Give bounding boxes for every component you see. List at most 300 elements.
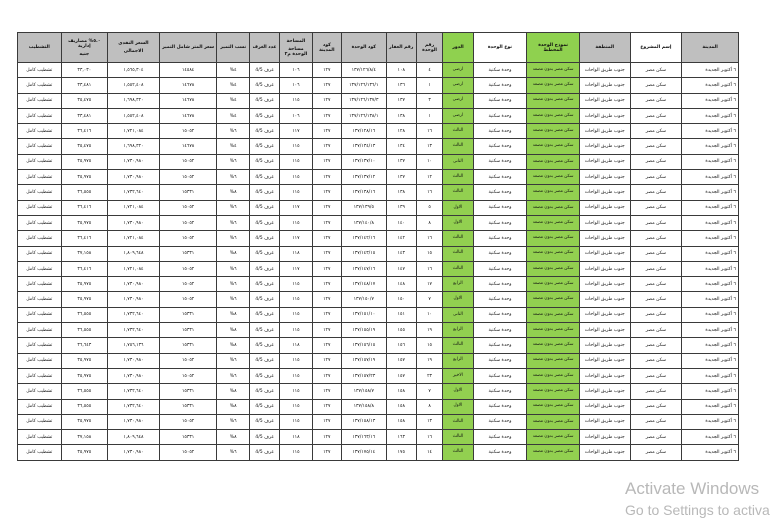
cell-finishing[interactable]: تشطيب كامل — [18, 108, 62, 123]
cell-unit-model[interactable]: سكن مصر بدون مصعد — [527, 430, 580, 445]
cell-unit-model[interactable]: سكن مصر بدون مصعد — [527, 139, 580, 154]
cell-unit-model[interactable]: سكن مصر بدون مصعد — [527, 215, 580, 230]
cell-unit-type[interactable]: وحدة سكنية — [473, 323, 527, 338]
cell-building-no[interactable]: ١٤٢ — [386, 231, 416, 246]
cell-unit-model[interactable]: سكن مصر بدون مصعد — [527, 108, 580, 123]
cell-city[interactable]: ٦ أكتوبر الجديدة — [682, 399, 739, 414]
cell-city[interactable]: ٦ أكتوبر الجديدة — [682, 338, 739, 353]
cell-maintenance[interactable]: ٣٣,٠٣٠ — [61, 63, 108, 78]
cell-city-code[interactable]: ١٢٧ — [312, 399, 341, 414]
cell-project[interactable]: سكن مصر — [630, 399, 682, 414]
cell-meter-price[interactable]: ١٥٠٥٢ — [159, 414, 217, 429]
cell-unit-type[interactable]: وحدة سكنية — [473, 338, 527, 353]
cell-cash-price[interactable]: ١,٧٣٠,٩٨٠ — [108, 215, 160, 230]
cell-finishing[interactable]: تشطيب كامل — [18, 154, 62, 169]
cell-city-code[interactable]: ١٢٧ — [312, 200, 341, 215]
cell-cash-price[interactable]: ١,٧٣٠,٩٨٠ — [108, 170, 160, 185]
cell-unit-type[interactable]: وحدة سكنية — [473, 399, 527, 414]
cell-unit-code[interactable]: ١٣٧/١٢٦/٨/٤ — [341, 63, 386, 78]
cell-finishing[interactable]: تشطيب كامل — [18, 277, 62, 292]
cell-finishing[interactable]: تشطيب كامل — [18, 307, 62, 322]
cell-rooms[interactable]: 4/5 غرف — [249, 78, 279, 93]
cell-premium[interactable]: %٦ — [217, 231, 249, 246]
cell-floor[interactable]: الثالث — [443, 445, 473, 460]
cell-city[interactable]: ٦ أكتوبر الجديدة — [682, 430, 739, 445]
cell-building-no[interactable]: ١٣٩ — [386, 200, 416, 215]
cell-region[interactable]: جنوب طريق الواحات — [579, 215, 630, 230]
cell-unit-model[interactable]: سكن مصر بدون مصعد — [527, 307, 580, 322]
cell-floor[interactable]: الرابع — [443, 353, 473, 368]
cell-cash-price[interactable]: ١,٨٠٩,٦٤٨ — [108, 246, 160, 261]
cell-building-no[interactable]: ١٤٧ — [386, 261, 416, 276]
cell-city-code[interactable]: ١٢٧ — [312, 246, 341, 261]
cell-rooms[interactable]: 4/5 غرف — [249, 215, 279, 230]
cell-project[interactable]: سكن مصر — [630, 292, 682, 307]
cell-cash-price[interactable]: ١,٧٣٠,٩٨٠ — [108, 292, 160, 307]
cell-building-no[interactable]: ١٥٧ — [386, 368, 416, 383]
cell-maintenance[interactable]: ٣٧,١٥٨ — [61, 430, 108, 445]
cell-unit-code[interactable]: ١٣٧/١٥٨/١٣ — [341, 414, 386, 429]
cell-unit-model[interactable]: سكن مصر بدون مصعد — [527, 170, 580, 185]
cell-city-code[interactable]: ١٢٧ — [312, 277, 341, 292]
cell-meter-price[interactable]: ١٥٠٥٢ — [159, 261, 217, 276]
cell-city-code[interactable]: ١٢٧ — [312, 108, 341, 123]
cell-city-code[interactable]: ١٢٧ — [312, 93, 341, 108]
cell-finishing[interactable]: تشطيب كامل — [18, 292, 62, 307]
cell-premium[interactable]: %٦ — [217, 215, 249, 230]
cell-unit-code[interactable]: ١٣٧/١٢٨/١٦ — [341, 124, 386, 139]
cell-city-code[interactable]: ١٢٧ — [312, 139, 341, 154]
cell-unit-type[interactable]: وحدة سكنية — [473, 154, 527, 169]
cell-meter-price[interactable]: ١٥٠٥٢ — [159, 154, 217, 169]
cell-maintenance[interactable]: ٣٥,٤٧٥ — [61, 139, 108, 154]
cell-area[interactable]: ١١٥ — [280, 277, 312, 292]
cell-region[interactable]: جنوب طريق الواحات — [579, 368, 630, 383]
cell-rooms[interactable]: 4/5 غرف — [249, 323, 279, 338]
cell-area[interactable]: ١١٧ — [280, 200, 312, 215]
cell-area[interactable]: ١١٧ — [280, 231, 312, 246]
cell-cash-price[interactable]: ١,٧٣٠,٩٨٠ — [108, 353, 160, 368]
cell-maintenance[interactable]: ٣٥,٩٧٥ — [61, 292, 108, 307]
cell-unit-no[interactable]: ١٠ — [416, 307, 442, 322]
cell-meter-price[interactable]: ١٤٦٧٨ — [159, 78, 217, 93]
cell-building-no[interactable]: ١٥٠ — [386, 292, 416, 307]
cell-cash-price[interactable]: ١,٧٣٢,٦٤٠ — [108, 307, 160, 322]
cell-project[interactable]: سكن مصر — [630, 200, 682, 215]
cell-unit-code[interactable]: ١٣٧/١٤٣/١٥ — [341, 246, 386, 261]
cell-premium[interactable]: %٨ — [217, 384, 249, 399]
cell-building-no[interactable]: ١٥٦ — [386, 338, 416, 353]
cell-building-no[interactable]: ١٥٥ — [386, 323, 416, 338]
cell-unit-no[interactable]: ١٥ — [416, 338, 442, 353]
cell-unit-model[interactable]: سكن مصر بدون مصعد — [527, 323, 580, 338]
cell-city-code[interactable]: ١٢٧ — [312, 124, 341, 139]
cell-unit-type[interactable]: وحدة سكنية — [473, 124, 527, 139]
cell-maintenance[interactable]: ٣٦,٥٥٥ — [61, 185, 108, 200]
cell-floor[interactable]: الثالث — [443, 231, 473, 246]
cell-area[interactable]: ١٠٦ — [280, 108, 312, 123]
cell-unit-model[interactable]: سكن مصر بدون مصعد — [527, 368, 580, 383]
cell-cash-price[interactable]: ١,٧٣٢,٦٤٠ — [108, 399, 160, 414]
cell-maintenance[interactable]: ٣٦,٥٥٥ — [61, 307, 108, 322]
cell-unit-no[interactable]: ١٦ — [416, 185, 442, 200]
cell-cash-price[interactable]: ١,٧٢١,٠٨٤ — [108, 261, 160, 276]
cell-unit-code[interactable]: ١٣٧/١٥٥/١٩ — [341, 323, 386, 338]
cell-premium[interactable]: %٨ — [217, 307, 249, 322]
cell-unit-code[interactable]: ١٣٧/١٣٨/١٦ — [341, 185, 386, 200]
cell-unit-type[interactable]: وحدة سكنية — [473, 93, 527, 108]
cell-unit-model[interactable]: سكن مصر بدون مصعد — [527, 384, 580, 399]
cell-region[interactable]: جنوب طريق الواحات — [579, 124, 630, 139]
cell-maintenance[interactable]: ٣٥,٩٧٥ — [61, 368, 108, 383]
cell-unit-code[interactable]: ١٣٧/١٥٧/١٩ — [341, 353, 386, 368]
cell-floor[interactable]: الاول — [443, 384, 473, 399]
cell-maintenance[interactable]: ٣٦,٥٥٥ — [61, 384, 108, 399]
cell-cash-price[interactable]: ١,٧٣٠,٩٨٠ — [108, 368, 160, 383]
cell-finishing[interactable]: تشطيب كامل — [18, 261, 62, 276]
cell-unit-type[interactable]: وحدة سكنية — [473, 445, 527, 460]
cell-maintenance[interactable]: ٣٧,١٥٨ — [61, 246, 108, 261]
cell-unit-type[interactable]: وحدة سكنية — [473, 353, 527, 368]
cell-premium[interactable]: %٦ — [217, 445, 249, 460]
cell-meter-price[interactable]: ١٤٦٧٨ — [159, 93, 217, 108]
cell-unit-type[interactable]: وحدة سكنية — [473, 63, 527, 78]
cell-rooms[interactable]: 4/5 غرف — [249, 170, 279, 185]
cell-maintenance[interactable]: ٣٦,٤١٦ — [61, 200, 108, 215]
cell-floor[interactable]: الثالث — [443, 124, 473, 139]
cell-unit-type[interactable]: وحدة سكنية — [473, 215, 527, 230]
cell-region[interactable]: جنوب طريق الواحات — [579, 430, 630, 445]
cell-building-no[interactable]: ١٢٨ — [386, 124, 416, 139]
cell-city-code[interactable]: ١٢٧ — [312, 414, 341, 429]
cell-unit-model[interactable]: سكن مصر بدون مصعد — [527, 261, 580, 276]
cell-city-code[interactable]: ١٢٧ — [312, 323, 341, 338]
cell-cash-price[interactable]: ١,٥٦٥,٣٠٤ — [108, 63, 160, 78]
cell-building-no[interactable]: ١٣٦ — [386, 78, 416, 93]
cell-project[interactable]: سكن مصر — [630, 323, 682, 338]
cell-premium[interactable]: %٦ — [217, 353, 249, 368]
cell-city[interactable]: ٦ أكتوبر الجديدة — [682, 63, 739, 78]
cell-maintenance[interactable]: ٣٦,٥٥٥ — [61, 399, 108, 414]
cell-region[interactable]: جنوب طريق الواحات — [579, 108, 630, 123]
cell-unit-type[interactable]: وحدة سكنية — [473, 78, 527, 93]
cell-area[interactable]: ١١٧ — [280, 261, 312, 276]
cell-unit-code[interactable]: ١٣٧/١٤٢/١٦ — [341, 231, 386, 246]
cell-rooms[interactable]: 4/5 غرف — [249, 399, 279, 414]
cell-unit-no[interactable]: ١٠ — [416, 154, 442, 169]
cell-unit-model[interactable]: سكن مصر بدون مصعد — [527, 78, 580, 93]
cell-building-no[interactable]: ١٣٧ — [386, 170, 416, 185]
cell-unit-no[interactable]: ١٣ — [416, 414, 442, 429]
cell-cash-price[interactable]: ١,٧٣٢,٦٤٠ — [108, 185, 160, 200]
cell-unit-code[interactable]: ١٣٧/١٥٨/٧ — [341, 384, 386, 399]
cell-city[interactable]: ٦ أكتوبر الجديدة — [682, 185, 739, 200]
cell-city[interactable]: ٦ أكتوبر الجديدة — [682, 261, 739, 276]
cell-building-no[interactable]: ١٣٨ — [386, 185, 416, 200]
cell-building-no[interactable]: ١٤٣ — [386, 246, 416, 261]
cell-unit-model[interactable]: سكن مصر بدون مصعد — [527, 231, 580, 246]
cell-unit-code[interactable]: ١٣٧/١٣٧/١٠ — [341, 154, 386, 169]
cell-city-code[interactable]: ١٢٧ — [312, 154, 341, 169]
cell-city[interactable]: ٦ أكتوبر الجديدة — [682, 78, 739, 93]
cell-maintenance[interactable]: ٣٣,٤٨١ — [61, 108, 108, 123]
cell-building-no[interactable]: ١٣٨ — [386, 108, 416, 123]
cell-region[interactable]: جنوب طريق الواحات — [579, 200, 630, 215]
cell-project[interactable]: سكن مصر — [630, 430, 682, 445]
cell-unit-type[interactable]: وحدة سكنية — [473, 261, 527, 276]
cell-floor[interactable]: ارضى — [443, 93, 473, 108]
cell-building-no[interactable]: ١٥٧ — [386, 353, 416, 368]
cell-unit-code[interactable]: ١٣٧/١٤٠/٨ — [341, 215, 386, 230]
cell-unit-code[interactable]: ١٣٧/١٧٥/١٤ — [341, 445, 386, 460]
cell-unit-no[interactable]: ٣ — [416, 93, 442, 108]
cell-meter-price[interactable]: ١٥٠٥٢ — [159, 277, 217, 292]
cell-floor[interactable]: الثالث — [443, 261, 473, 276]
cell-rooms[interactable]: 4/5 غرف — [249, 93, 279, 108]
cell-unit-type[interactable]: وحدة سكنية — [473, 368, 527, 383]
cell-cash-price[interactable]: ١,٧٣٢,٦٤٠ — [108, 323, 160, 338]
cell-floor[interactable]: الثالث — [443, 246, 473, 261]
cell-unit-type[interactable]: وحدة سكنية — [473, 185, 527, 200]
cell-project[interactable]: سكن مصر — [630, 261, 682, 276]
cell-region[interactable]: جنوب طريق الواحات — [579, 154, 630, 169]
cell-meter-price[interactable]: ١٥٠٥٢ — [159, 368, 217, 383]
cell-meter-price[interactable]: ١٤٦٧٨ — [159, 139, 217, 154]
cell-unit-type[interactable]: وحدة سكنية — [473, 430, 527, 445]
cell-unit-no[interactable]: ١٦ — [416, 124, 442, 139]
cell-city[interactable]: ٦ أكتوبر الجديدة — [682, 384, 739, 399]
cell-premium[interactable]: %٦ — [217, 368, 249, 383]
cell-rooms[interactable]: 4/5 غرف — [249, 108, 279, 123]
cell-city[interactable]: ٦ أكتوبر الجديدة — [682, 108, 739, 123]
cell-project[interactable]: سكن مصر — [630, 231, 682, 246]
cell-city-code[interactable]: ١٢٧ — [312, 384, 341, 399]
cell-unit-code[interactable]: ١٣٧/١٥٦/١٥ — [341, 338, 386, 353]
cell-region[interactable]: جنوب طريق الواحات — [579, 185, 630, 200]
cell-city-code[interactable]: ١٢٧ — [312, 292, 341, 307]
cell-unit-model[interactable]: سكن مصر بدون مصعد — [527, 277, 580, 292]
cell-floor[interactable]: الثانى — [443, 307, 473, 322]
cell-unit-no[interactable]: ١ — [416, 78, 442, 93]
cell-rooms[interactable]: 4/5 غرف — [249, 338, 279, 353]
cell-rooms[interactable]: 4/5 غرف — [249, 307, 279, 322]
cell-cash-price[interactable]: ١,٦٩٨,٣٢٠ — [108, 93, 160, 108]
cell-maintenance[interactable]: ٣٥,٩٧٥ — [61, 277, 108, 292]
cell-finishing[interactable]: تشطيب كامل — [18, 139, 62, 154]
cell-region[interactable]: جنوب طريق الواحات — [579, 93, 630, 108]
cell-city-code[interactable]: ١٢٧ — [312, 261, 341, 276]
cell-unit-model[interactable]: سكن مصر بدون مصعد — [527, 353, 580, 368]
cell-city[interactable]: ٦ أكتوبر الجديدة — [682, 277, 739, 292]
cell-unit-no[interactable]: ١٦ — [416, 231, 442, 246]
cell-city-code[interactable]: ١٢٧ — [312, 185, 341, 200]
cell-area[interactable]: ١١٥ — [280, 292, 312, 307]
cell-finishing[interactable]: تشطيب كامل — [18, 78, 62, 93]
cell-region[interactable]: جنوب طريق الواحات — [579, 399, 630, 414]
cell-floor[interactable]: الرابع — [443, 323, 473, 338]
cell-finishing[interactable]: تشطيب كامل — [18, 185, 62, 200]
cell-region[interactable]: جنوب طريق الواحات — [579, 323, 630, 338]
cell-meter-price[interactable]: ١٥٠٥٢ — [159, 124, 217, 139]
cell-rooms[interactable]: 4/5 غرف — [249, 277, 279, 292]
cell-floor[interactable]: ارضى — [443, 78, 473, 93]
cell-city[interactable]: ٦ أكتوبر الجديدة — [682, 445, 739, 460]
cell-building-no[interactable]: ١٥٨ — [386, 414, 416, 429]
cell-meter-price[interactable]: ١٥٠٥٢ — [159, 170, 217, 185]
cell-unit-type[interactable]: وحدة سكنية — [473, 108, 527, 123]
cell-city-code[interactable]: ١٢٧ — [312, 430, 341, 445]
cell-unit-model[interactable]: سكن مصر بدون مصعد — [527, 93, 580, 108]
cell-unit-type[interactable]: وحدة سكنية — [473, 231, 527, 246]
cell-maintenance[interactable]: ٣٥,٩٧٥ — [61, 170, 108, 185]
cell-rooms[interactable]: 4/5 غرف — [249, 139, 279, 154]
cell-maintenance[interactable]: ٣٥,٩٧٥ — [61, 414, 108, 429]
cell-project[interactable]: سكن مصر — [630, 108, 682, 123]
cell-area[interactable]: ١١٥ — [280, 399, 312, 414]
cell-finishing[interactable]: تشطيب كامل — [18, 368, 62, 383]
cell-building-no[interactable]: ١٥٨ — [386, 399, 416, 414]
cell-finishing[interactable]: تشطيب كامل — [18, 323, 62, 338]
cell-finishing[interactable]: تشطيب كامل — [18, 170, 62, 185]
cell-unit-type[interactable]: وحدة سكنية — [473, 246, 527, 261]
cell-city-code[interactable]: ١٢٧ — [312, 231, 341, 246]
cell-premium[interactable]: %٤ — [217, 93, 249, 108]
cell-meter-price[interactable]: ١٥٣٣١ — [159, 185, 217, 200]
cell-project[interactable]: سكن مصر — [630, 414, 682, 429]
cell-unit-no[interactable]: ١٦ — [416, 430, 442, 445]
cell-region[interactable]: جنوب طريق الواحات — [579, 261, 630, 276]
cell-cash-price[interactable]: ١,٥٥٢,٤٠٨ — [108, 108, 160, 123]
cell-building-no[interactable]: ١٦٣ — [386, 430, 416, 445]
cell-building-no[interactable]: ١٣٧ — [386, 154, 416, 169]
cell-floor[interactable]: الثالث — [443, 414, 473, 429]
cell-city[interactable]: ٦ أكتوبر الجديدة — [682, 292, 739, 307]
cell-area[interactable]: ١١٥ — [280, 323, 312, 338]
cell-city-code[interactable]: ١٢٧ — [312, 307, 341, 322]
cell-floor[interactable]: الاول — [443, 215, 473, 230]
cell-meter-price[interactable]: ١٥٣٣١ — [159, 430, 217, 445]
cell-area[interactable]: ١١٨ — [280, 430, 312, 445]
cell-region[interactable]: جنوب طريق الواحات — [579, 277, 630, 292]
cell-premium[interactable]: %٦ — [217, 261, 249, 276]
cell-unit-type[interactable]: وحدة سكنية — [473, 292, 527, 307]
cell-floor[interactable]: الثالث — [443, 338, 473, 353]
cell-cash-price[interactable]: ١,٧٢١,٠٨٤ — [108, 200, 160, 215]
cell-rooms[interactable]: 4/5 غرف — [249, 200, 279, 215]
cell-area[interactable]: ١١٥ — [280, 154, 312, 169]
cell-unit-type[interactable]: وحدة سكنية — [473, 200, 527, 215]
cell-building-no[interactable]: ١٣٤ — [386, 139, 416, 154]
cell-unit-no[interactable]: ١ — [416, 108, 442, 123]
cell-region[interactable]: جنوب طريق الواحات — [579, 414, 630, 429]
cell-finishing[interactable]: تشطيب كامل — [18, 215, 62, 230]
cell-rooms[interactable]: 4/5 غرف — [249, 246, 279, 261]
cell-premium[interactable]: %٦ — [217, 414, 249, 429]
cell-unit-no[interactable]: ١٣ — [416, 139, 442, 154]
cell-unit-model[interactable]: سكن مصر بدون مصعد — [527, 185, 580, 200]
cell-building-no[interactable]: ١٤٨ — [386, 277, 416, 292]
cell-floor[interactable]: الاول — [443, 200, 473, 215]
cell-project[interactable]: سكن مصر — [630, 78, 682, 93]
cell-rooms[interactable]: 4/5 غرف — [249, 414, 279, 429]
cell-city[interactable]: ٦ أكتوبر الجديدة — [682, 124, 739, 139]
cell-cash-price[interactable]: ١,٦٩٨,٣٢٠ — [108, 139, 160, 154]
cell-city[interactable]: ٦ أكتوبر الجديدة — [682, 414, 739, 429]
cell-maintenance[interactable]: ٣٣,٤٨١ — [61, 78, 108, 93]
cell-region[interactable]: جنوب طريق الواحات — [579, 231, 630, 246]
cell-maintenance[interactable]: ٣٦,٦٤٣ — [61, 338, 108, 353]
cell-project[interactable]: سكن مصر — [630, 170, 682, 185]
cell-premium[interactable]: %٨ — [217, 323, 249, 338]
cell-area[interactable]: ١١٥ — [280, 384, 312, 399]
cell-meter-price[interactable]: ١٥٣٣١ — [159, 323, 217, 338]
cell-area[interactable]: ١١٥ — [280, 368, 312, 383]
cell-area[interactable]: ١١٨ — [280, 338, 312, 353]
cell-city[interactable]: ٦ أكتوبر الجديدة — [682, 231, 739, 246]
cell-area[interactable]: ١١٥ — [280, 215, 312, 230]
cell-maintenance[interactable]: ٣٦,٤١٦ — [61, 124, 108, 139]
cell-premium[interactable]: %٤ — [217, 139, 249, 154]
cell-finishing[interactable]: تشطيب كامل — [18, 353, 62, 368]
cell-unit-no[interactable]: ٨ — [416, 399, 442, 414]
cell-area[interactable]: ١١٥ — [280, 185, 312, 200]
cell-cash-price[interactable]: ١,٥٥٢,٤٠٨ — [108, 78, 160, 93]
cell-floor[interactable]: الثانى — [443, 154, 473, 169]
cell-premium[interactable]: %٤ — [217, 63, 249, 78]
cell-city[interactable]: ٦ أكتوبر الجديدة — [682, 93, 739, 108]
cell-maintenance[interactable]: ٣٥,٩٧٥ — [61, 215, 108, 230]
cell-building-no[interactable]: ١٥١ — [386, 307, 416, 322]
cell-cash-price[interactable]: ١,٧٣٠,٩٨٠ — [108, 154, 160, 169]
cell-unit-model[interactable]: سكن مصر بدون مصعد — [527, 399, 580, 414]
cell-unit-code[interactable]: ١٣٧/١٥٧/٢٣ — [341, 368, 386, 383]
cell-maintenance[interactable]: ٣٦,٤١٦ — [61, 231, 108, 246]
cell-maintenance[interactable]: ٣٦,٥٥٥ — [61, 323, 108, 338]
cell-maintenance[interactable]: ٣٦,٤١٦ — [61, 261, 108, 276]
cell-unit-no[interactable]: ١٤ — [416, 445, 442, 460]
cell-premium[interactable]: %٨ — [217, 430, 249, 445]
cell-premium[interactable]: %٨ — [217, 185, 249, 200]
cell-unit-model[interactable]: سكن مصر بدون مصعد — [527, 414, 580, 429]
cell-finishing[interactable]: تشطيب كامل — [18, 231, 62, 246]
cell-meter-price[interactable]: ١٥٠٥٢ — [159, 231, 217, 246]
cell-unit-model[interactable]: سكن مصر بدون مصعد — [527, 63, 580, 78]
cell-floor[interactable]: الرابع — [443, 277, 473, 292]
cell-premium[interactable]: %٦ — [217, 277, 249, 292]
cell-rooms[interactable]: 4/5 غرف — [249, 154, 279, 169]
cell-unit-model[interactable]: سكن مصر بدون مصعد — [527, 246, 580, 261]
cell-region[interactable]: جنوب طريق الواحات — [579, 384, 630, 399]
cell-building-no[interactable]: ١٠٨ — [386, 63, 416, 78]
cell-area[interactable]: ١٠٦ — [280, 78, 312, 93]
cell-unit-no[interactable]: ٥ — [416, 200, 442, 215]
cell-area[interactable]: ١١٥ — [280, 139, 312, 154]
cell-unit-no[interactable]: ١٩ — [416, 353, 442, 368]
cell-unit-no[interactable]: ٢٣ — [416, 368, 442, 383]
cell-unit-no[interactable]: ١٢ — [416, 170, 442, 185]
cell-city-code[interactable]: ١٢٧ — [312, 368, 341, 383]
cell-region[interactable]: جنوب طريق الواحات — [579, 63, 630, 78]
cell-rooms[interactable]: 4/5 غرف — [249, 261, 279, 276]
cell-cash-price[interactable]: ١,٧٥٦,١٣٦ — [108, 338, 160, 353]
cell-project[interactable]: سكن مصر — [630, 368, 682, 383]
cell-city-code[interactable]: ١٢٧ — [312, 215, 341, 230]
cell-city[interactable]: ٦ أكتوبر الجديدة — [682, 154, 739, 169]
cell-project[interactable]: سكن مصر — [630, 445, 682, 460]
cell-city[interactable]: ٦ أكتوبر الجديدة — [682, 200, 739, 215]
cell-meter-price[interactable]: ١٥٠٥٢ — [159, 353, 217, 368]
cell-unit-model[interactable]: سكن مصر بدون مصعد — [527, 124, 580, 139]
